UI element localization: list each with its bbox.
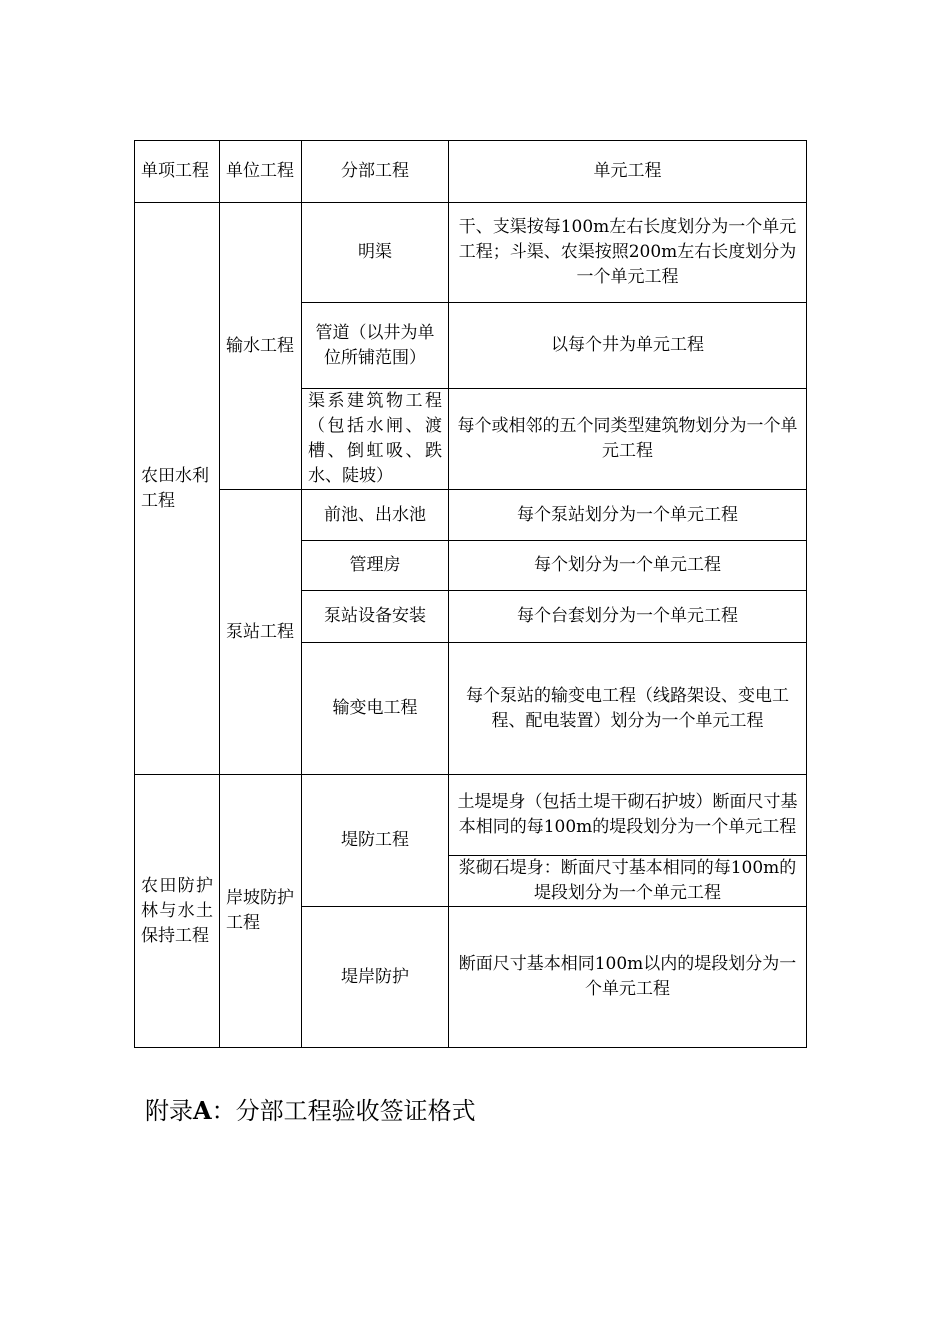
division-cell: 泵站设备安装 bbox=[302, 591, 449, 643]
division-cell: 前池、出水池 bbox=[302, 490, 449, 541]
element-cell: 每个泵站划分为一个单元工程 bbox=[449, 490, 807, 541]
element-cell: 断面尺寸基本相同100m以内的堤段划分为一个单元工程 bbox=[449, 907, 807, 1048]
element-cell: 干、支渠按每100m左右长度划分为一个单元工程；斗渠、农渠按照200m左右长度划分为一个单元工程 bbox=[449, 203, 807, 303]
table-row bbox=[135, 490, 807, 541]
element-cell: 每个划分为一个单元工程 bbox=[449, 541, 807, 591]
division-table bbox=[134, 140, 807, 1048]
single-project-cell: 农田防护林与水土保持工程 bbox=[135, 775, 220, 1048]
unit-project-cell: 输水工程 bbox=[220, 203, 302, 490]
heading-prefix: 附录 bbox=[145, 1097, 193, 1125]
heading-letter: A bbox=[193, 1096, 212, 1125]
element-cell: 以每个井为单元工程 bbox=[449, 303, 807, 389]
unit-project-cell: 泵站工程 bbox=[220, 490, 302, 775]
division-cell: 堤防工程 bbox=[302, 775, 449, 907]
appendix-heading bbox=[145, 1093, 476, 1129]
division-cell: 管理房 bbox=[302, 541, 449, 591]
header-division: 分部工程 bbox=[302, 141, 449, 203]
element-cell: 土堤堤身（包括土堤干砌石护坡）断面尺寸基本相同的每100m的堤段划分为一个单元工程 bbox=[449, 775, 807, 856]
division-cell: 渠系建筑物工程（包括水闸、渡槽、倒虹吸、跌水、陡坡） bbox=[302, 389, 449, 490]
element-cell: 浆砌石堤身：断面尺寸基本相同的每100m的堤段划分为一个单元工程 bbox=[449, 856, 807, 907]
single-project-cell: 农田水利工程 bbox=[135, 203, 220, 775]
element-cell: 每个或相邻的五个同类型建筑物划分为一个单元工程 bbox=[449, 389, 807, 490]
unit-project-cell: 岸坡防护工程 bbox=[220, 775, 302, 1048]
element-cell: 每个泵站的输变电工程（线路架设、变电工程、配电装置）划分为一个单元工程 bbox=[449, 643, 807, 775]
table-row bbox=[135, 775, 807, 856]
division-cell: 明渠 bbox=[302, 203, 449, 303]
header-element: 单元工程 bbox=[449, 141, 807, 203]
division-cell: 输变电工程 bbox=[302, 643, 449, 775]
header-single-project: 单项工程 bbox=[135, 141, 220, 203]
element-cell: 每个台套划分为一个单元工程 bbox=[449, 591, 807, 643]
table-header-row bbox=[135, 141, 807, 203]
header-unit-project: 单位工程 bbox=[220, 141, 302, 203]
heading-suffix: ：分部工程验收签证格式 bbox=[211, 1097, 476, 1125]
table-row bbox=[135, 203, 807, 303]
division-cell: 堤岸防护 bbox=[302, 907, 449, 1048]
division-cell: 管道（以井为单位所铺范围） bbox=[302, 303, 449, 389]
